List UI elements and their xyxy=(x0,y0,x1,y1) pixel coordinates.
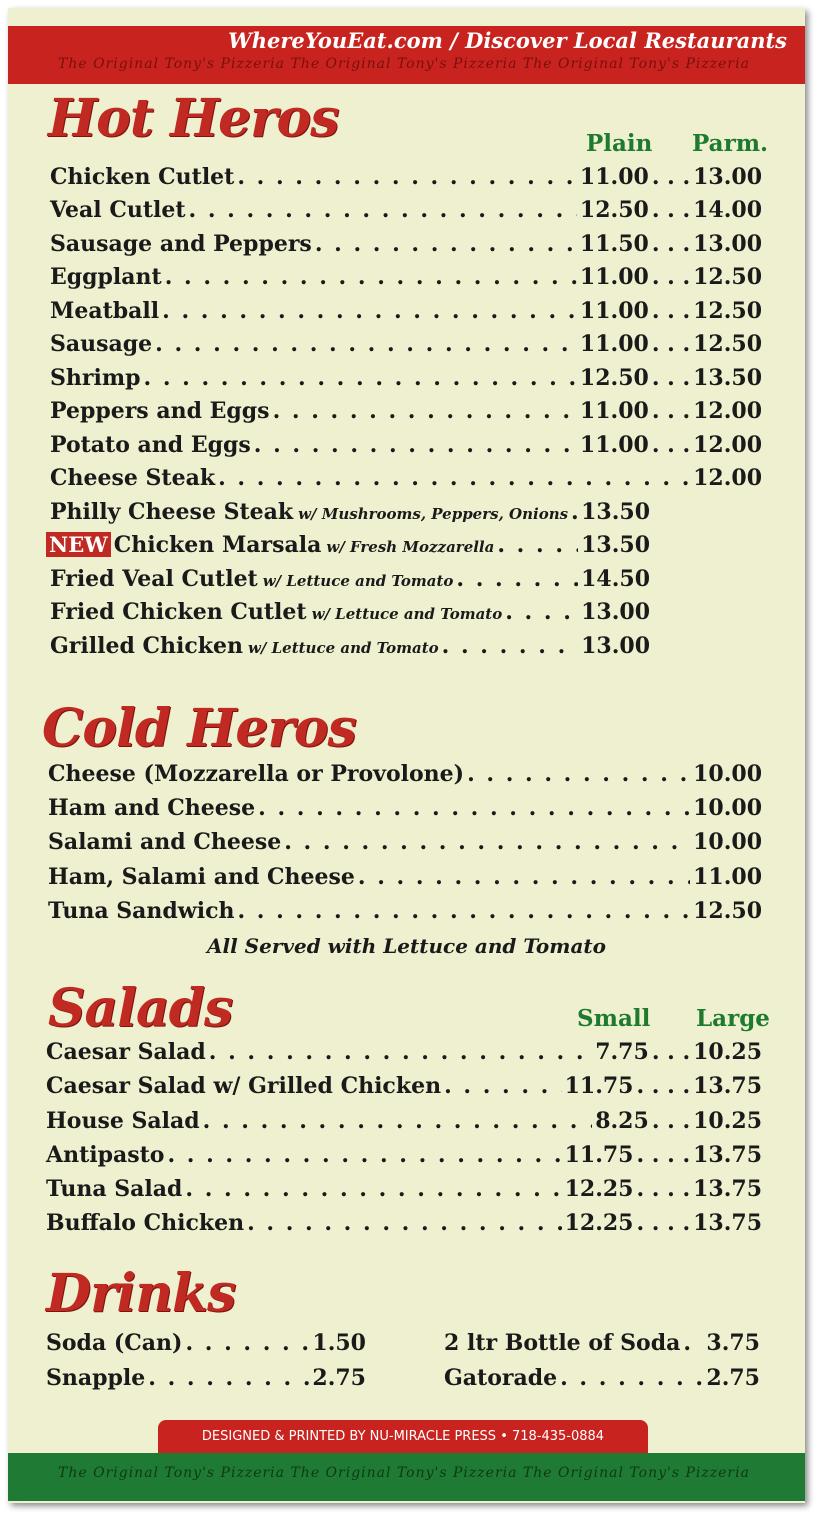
top-banner xyxy=(8,26,805,84)
menu-item: Caesar Salad . . . 7.75 . . . 10.25 xyxy=(46,1039,762,1072)
menu-item: Snapple . . . 2.75 xyxy=(46,1365,366,1398)
cold-heros-heading: Cold Heros xyxy=(42,698,356,759)
menu-item: Antipasto . . . 11.75 . . . . 13.75 xyxy=(46,1142,762,1175)
brand-strip-top: The Original Tony's Pizzeria The Original Tony's Pizzeria The Original Tony's Pizzeria xyxy=(58,56,750,72)
menu-item: Gatorade . . . 2.75 xyxy=(444,1365,760,1398)
site-watermark: WhereYouEat.com / Discover Local Restaurants xyxy=(228,28,787,53)
menu-item: Cheese Steak . . . 12.00 xyxy=(50,465,762,498)
salads-heading: Salads xyxy=(48,978,233,1039)
menu-item: Tuna Salad . . . 12.25 . . . . 13.75 xyxy=(46,1176,762,1209)
drinks-heading: Drinks xyxy=(46,1263,236,1324)
hot-heros-col-plain: Plain xyxy=(586,130,653,157)
menu-item: Buffalo Chicken . . . 12.25 . . . . 13.75 xyxy=(46,1210,762,1243)
menu-item: Caesar Salad w/ Grilled Chicken . . . 11.75 . . . . 13.75 xyxy=(46,1073,762,1106)
menu-item: Soda (Can) . . . 1.50 xyxy=(46,1330,366,1363)
menu-item: Peppers and Eggs . . . 11.00 . . . 12.00 xyxy=(50,398,762,431)
menu-item: Salami and Cheese . . . 10.00 xyxy=(48,829,762,862)
menu-item: Philly Cheese Steak w/ Mushrooms, Peppers, Onions . . . 13.50 xyxy=(50,499,650,532)
salads-col-large: Large xyxy=(696,1005,770,1032)
menu-item: Eggplant . . . 11.00 . . . 12.50 xyxy=(50,264,762,297)
hot-heros-col-parm: Parm. xyxy=(692,130,769,157)
menu-item: Tuna Sandwich . . . 12.50 xyxy=(48,898,762,931)
hot-heros-heading: Hot Heros xyxy=(48,88,339,149)
printer-credit: DESIGNED & PRINTED BY NU-MIRACLE PRESS • 718-435-0884 xyxy=(158,1420,648,1453)
menu-item: Fried Veal Cutlet w/ Lettuce and Tomato . . . 14.50 xyxy=(50,566,650,599)
cold-heros-footnote: All Served with Lettuce and Tomato xyxy=(207,934,606,958)
menu-item: Grilled Chicken w/ Lettuce and Tomato . . . 13.00 xyxy=(50,633,650,666)
menu-item: NEW Chicken Marsala w/ Fresh Mozzarella . . . 13.50 xyxy=(46,532,650,565)
bottom-banner xyxy=(8,1453,805,1501)
menu-item: Potato and Eggs . . . 11.00 . . . 12.00 xyxy=(50,432,762,465)
menu-item: House Salad . . . 8.25 . . . 10.25 xyxy=(46,1108,762,1141)
menu-item: Cheese (Mozzarella or Provolone) . . . 10.00 xyxy=(48,761,762,794)
menu-item: Sausage . . . 11.00 . . . 12.50 xyxy=(50,331,762,364)
menu-item: Meatball . . . 11.00 . . . 12.50 xyxy=(50,298,762,331)
new-badge: NEW xyxy=(46,532,111,557)
menu-item: Ham, Salami and Cheese . . . 11.00 xyxy=(48,864,762,897)
salads-col-small: Small xyxy=(577,1005,651,1032)
menu-item: Chicken Cutlet . . . 11.00 . . . 13.00 xyxy=(50,164,762,197)
menu-item: Ham and Cheese . . . 10.00 xyxy=(48,795,762,828)
menu-item: Sausage and Peppers . . . 11.50 . . . 13.00 xyxy=(50,231,762,264)
brand-strip-bottom: The Original Tony's Pizzeria The Original Tony's Pizzeria The Original Tony's Pizzeria xyxy=(58,1465,750,1481)
menu-item: Veal Cutlet . . . 12.50 . . . 14.00 xyxy=(50,197,762,230)
menu-item: 2 ltr Bottle of Soda . . . 3.75 xyxy=(444,1330,760,1363)
menu-page xyxy=(8,8,805,1503)
menu-item: Fried Chicken Cutlet w/ Lettuce and Tomato . . . 13.00 xyxy=(50,599,650,632)
menu-item: Shrimp . . . 12.50 . . . 13.50 xyxy=(50,365,762,398)
